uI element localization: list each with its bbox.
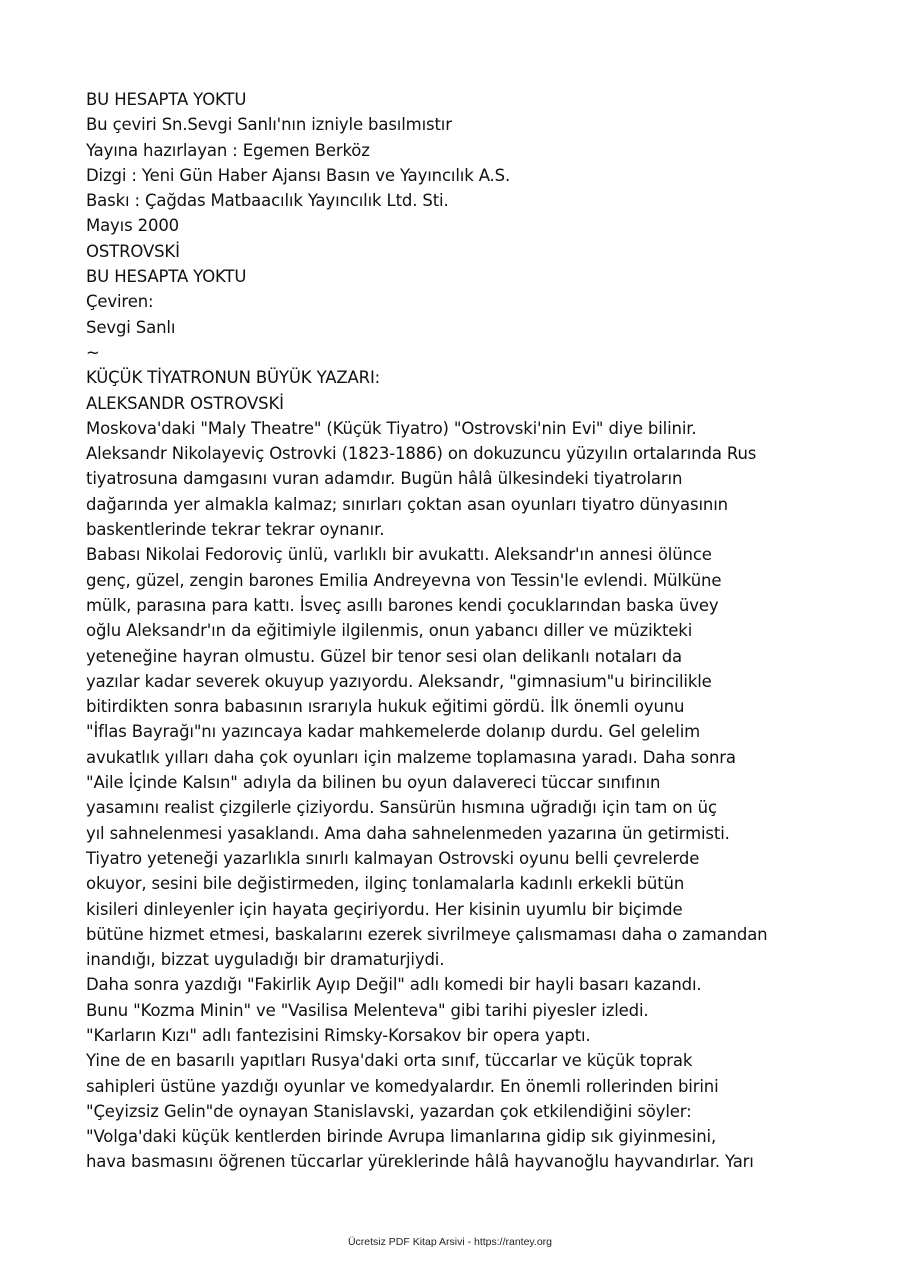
text-line: Daha sonra yazdığı "Fakirlik Ayıp Değil" adlı komedi bir hayli basarı kazandı.: [86, 975, 702, 995]
text-line: dağarında yer almakla kalmaz; sınırları çoktan asan oyunları tiyatro dünyasının: [86, 494, 728, 514]
text-line: inandığı, bizzat uyguladığı bir dramaturjiydi.: [86, 950, 445, 970]
text-line: Bunu "Kozma Minin" ve "Vasilisa Melenteva" gibi tarihi piyesler izledi.: [86, 1000, 649, 1020]
page-footer: Ücretsiz PDF Kitap Arsivi - https://rantey.org: [347, 1236, 553, 1248]
text-line: BU HESAPTA YOKTU: [86, 90, 247, 109]
text-line: Babası Nikolai Fedoroviç ünlü, varlıklı bir avukattı. Aleksandr'ın annesi ölünce: [86, 545, 712, 565]
text-line: Moskova'daki "Maly Theatre" (Küçük Tiyatro) "Ostrovski'nin Evi" diye bilinir.: [86, 418, 697, 438]
text-line: Mayıs 2000: [86, 216, 180, 236]
text-line: "Aile İçinde Kalsın" adıyla da bilinen bu oyun dalavereci tüccar sınıfının: [86, 773, 661, 793]
text-line: Yine de en basarılı yapıtları Rusya'daki orta sınıf, tüccarlar ve küçük toprak: [86, 1051, 693, 1071]
text-line: sahipleri üstüne yazdığı oyunlar ve komedyalardır. En önemli rollerinden birini: [86, 1076, 719, 1096]
text-line: bütüne hizmet etmesi, baskalarını ezerek sivrilmeye çalısmaması daha o zamandan: [86, 924, 768, 944]
text-line: Baskı : Çağdas Matbaacılık Yayıncılık Ltd. Sti.: [86, 191, 449, 211]
text-line: yazılar kadar severek okuyup yazıyordu. Aleksandr, "gimnasium"u birincilikle: [86, 671, 712, 691]
text-line: Sevgi Sanlı: [86, 317, 176, 337]
text-line: Yayına hazırlayan : Egemen Berköz: [86, 140, 370, 160]
text-line: kisileri dinleyenler için hayata geçiriyordu. Her kisinin uyumlu bir biçimde: [86, 899, 683, 919]
text-line: Dizgi : Yeni Gün Haber Ajansı Basın ve Yayıncılık A.S.: [86, 165, 511, 185]
text-line: tiyatrosuna damgasını vuran adamdır. Bugün hâlâ ülkesindeki tiyatroların: [86, 469, 683, 489]
text-line: ALEKSANDR OSTROVSKİ: [86, 393, 284, 413]
text-line: mülk, parasına para kattı. İsveç asıllı barones kendi çocuklarından baska üvey: [86, 595, 719, 615]
text-line: okuyor, sesini bile değistirmeden, ilginç tonlamalarla kadınlı erkekli bütün: [86, 874, 685, 894]
text-line: KÜÇÜK TİYATRONUN BÜYÜK YAZARI:: [86, 368, 381, 388]
text-line: yıl sahnelenmesi yasaklandı. Ama daha sahnelenmeden yazarına ün getirmisti.: [86, 823, 730, 843]
text-line: yeteneğine hayran olmustu. Güzel bir tenor sesi olan delikanlı notaları da: [86, 646, 683, 666]
text-line: "Karların Kızı" adlı fantezisini Rimsky-Korsakov bir opera yaptı.: [86, 1025, 591, 1045]
text-line: hava basmasını öğrenen tüccarlar yüreklerinde hâlâ hayvanoğlu hayvandırlar. Yarı: [86, 1152, 754, 1172]
text-line: baskentlerinde tekrar tekrar oynanır.: [86, 520, 385, 540]
text-line: oğlu Aleksandr'ın da eğitimiyle ilgilenmis, onun yabancı diller ve müzikteki: [86, 621, 693, 641]
text-line: Bu çeviri Sn.Sevgi Sanlı'nın izniyle basılmıstır: [86, 115, 452, 135]
text-line: genç, güzel, zengin barones Emilia Andreyevna von Tessin'le evlendi. Mülküne: [86, 570, 722, 590]
text-line: yasamını realist çizgilerle çiziyordu. Sansürün hısmına uğradığı için tam on üç: [86, 798, 717, 818]
text-line: Aleksandr Nikolayeviç Ostrovki (1823-1886) on dokuzuncu yüzyılın ortalarında Rus: [86, 444, 757, 464]
text-line: Çeviren:: [86, 292, 154, 312]
document-body-text: [86, 87, 826, 1175]
text-line: "İflas Bayrağı"nı yazıncaya kadar mahkemelerde dolanıp durdu. Gel gelelim: [86, 722, 701, 742]
text-line: "Çeyizsiz Gelin"de oynayan Stanislavski, yazardan çok etkilendiğini söyler:: [86, 1101, 692, 1121]
text-line: bitirdikten sonra babasının ısrarıyla hukuk eğitimi gördü. İlk önemli oyunu: [86, 697, 685, 717]
text-line: BU HESAPTA YOKTU: [86, 267, 247, 287]
text-line: ~: [86, 342, 100, 362]
text-line: "Volga'daki küçük kentlerden birinde Avrupa limanlarına gidip sık giyinmesini,: [86, 1127, 717, 1147]
text-line: avukatlık yılları daha çok oyunları için malzeme toplamasına yaradı. Daha sonra: [86, 747, 736, 767]
text-line: Tiyatro yeteneği yazarlıkla sınırlı kalmayan Ostrovski oyunu belli çevrelerde: [86, 848, 700, 868]
text-line: OSTROVSKİ: [86, 241, 180, 261]
